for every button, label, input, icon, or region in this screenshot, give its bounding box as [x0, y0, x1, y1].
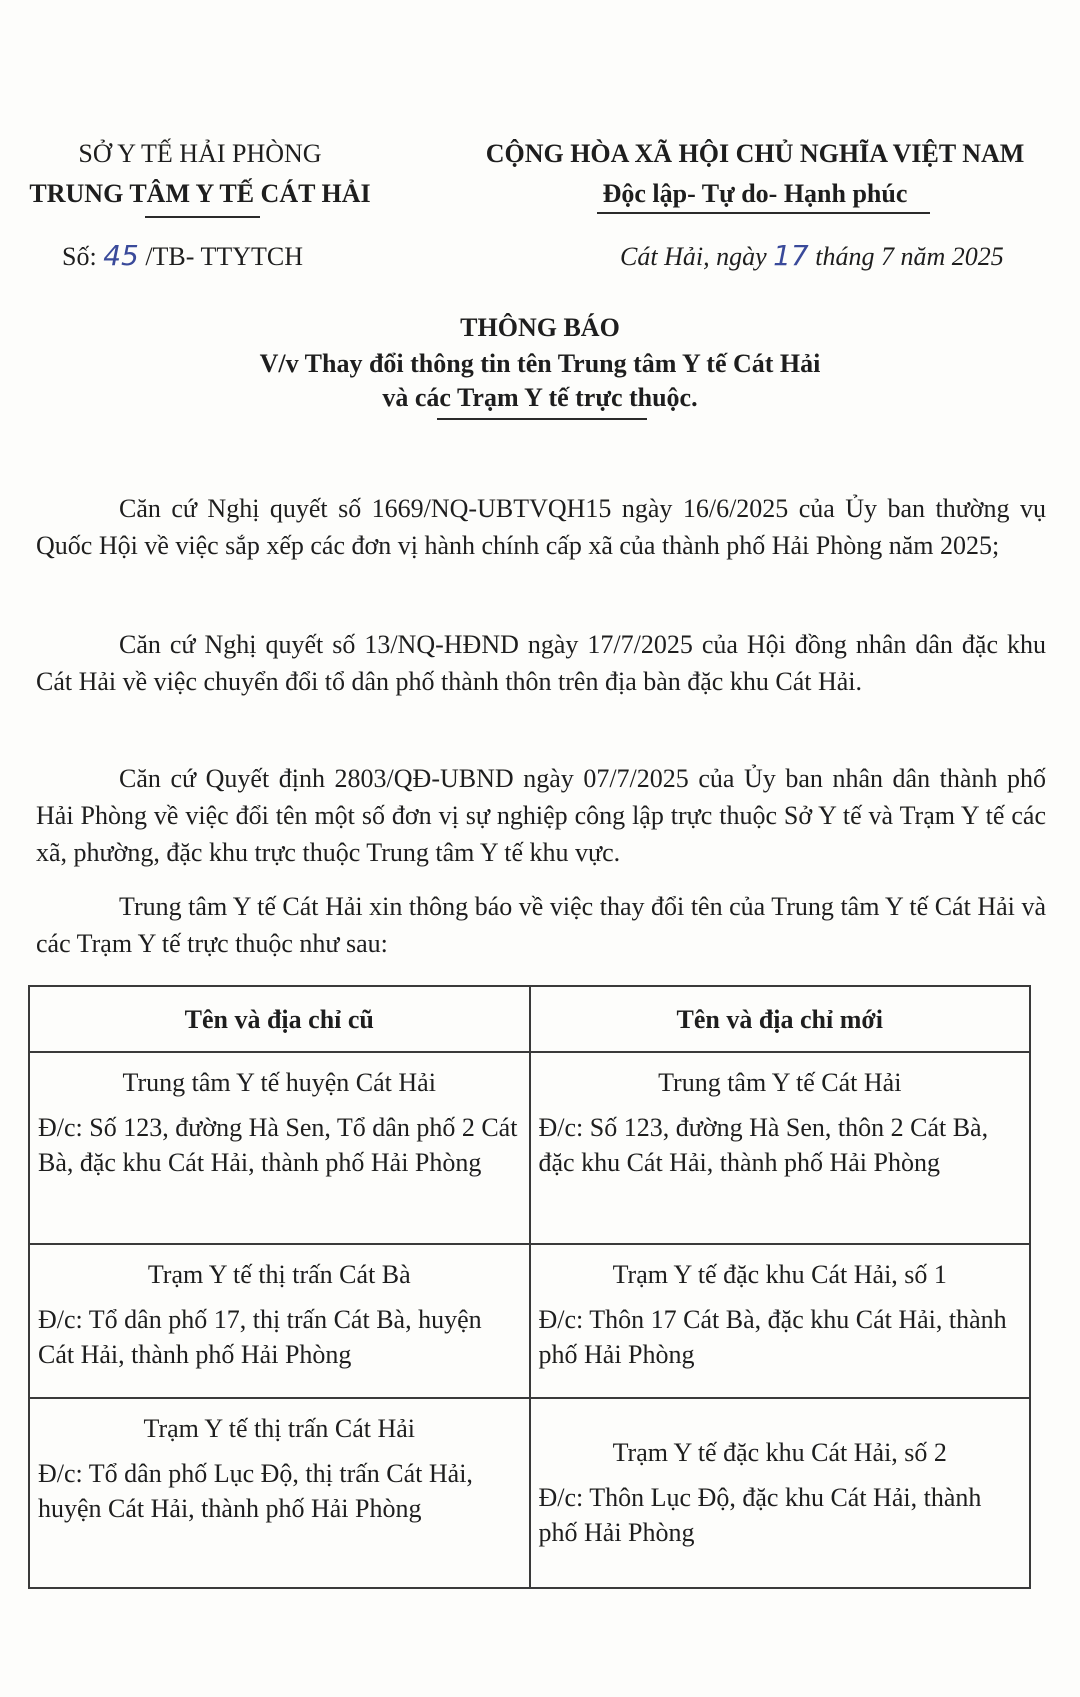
doc-number-suffix: /TB- TTYTCH [145, 242, 304, 271]
old-cell [29, 1398, 530, 1588]
date-suffix: tháng 7 năm 2025 [815, 242, 1004, 271]
old-unit-name: Trạm Y tế thị trấn Cát Hải [143, 1414, 415, 1443]
header-new: Tên và địa chỉ mới [530, 986, 1031, 1052]
old-cell [29, 1244, 530, 1398]
agency-name: TRUNG TÂM Y TẾ CÁT HẢI [29, 179, 371, 208]
new-unit-address: Đ/c: Thôn 17 Cát Bà, đặc khu Cát Hải, thành phố Hải Phòng [538, 1305, 1007, 1369]
country-name: CỘNG HÒA XÃ HỘI CHỦ NGHĨA VIỆT NAM [485, 139, 1025, 168]
doc-number-handwritten: 45 [103, 239, 139, 272]
new-unit-name: Trạm Y tế đặc khu Cát Hải, số 1 [612, 1260, 947, 1289]
old-unit-address: Đ/c: Tổ dân phố 17, thị trấn Cát Bà, huyện Cát Hải, thành phố Hải Phòng [38, 1305, 482, 1369]
doc-number-prefix: Số: [62, 242, 97, 271]
agency-underline [145, 216, 260, 218]
issue-date [620, 240, 1004, 273]
table-header-row [29, 986, 1030, 1052]
motto-underline [597, 212, 930, 214]
doc-number [62, 240, 303, 273]
header-old: Tên và địa chỉ cũ [29, 986, 530, 1052]
paragraph-4: Trung tâm Y tế Cát Hải xin thông báo về việc thay đổi tên của Trung tâm Y tế Cát Hải và các Trạm Y tế trực thuộc như sau: [36, 892, 1046, 958]
new-cell [530, 1244, 1031, 1398]
doc-subject-line2: và các Trạm Y tế trực thuộc. [382, 383, 698, 412]
old-unit-address: Đ/c: Số 123, đường Hà Sen, Tổ dân phố 2 Cát Bà, đặc khu Cát Hải, thành phố Hải Phòng [38, 1113, 518, 1177]
title-underline [437, 418, 647, 420]
date-day-handwritten: 17 [773, 239, 809, 272]
national-motto: Độc lập- Tự do- Hạnh phúc [602, 179, 908, 208]
old-unit-name: Trạm Y tế thị trấn Cát Bà [147, 1260, 411, 1289]
doc-subject-line1: V/v Thay đổi thông tin tên Trung tâm Y tế Cát Hải [259, 349, 821, 378]
table-row [29, 1398, 1030, 1588]
new-unit-address: Đ/c: Thôn Lục Độ, đặc khu Cát Hải, thành phố Hải Phòng [538, 1482, 982, 1547]
name-change-table [28, 985, 1031, 1589]
old-unit-address: Đ/c: Tổ dân phố Lục Độ, thị trấn Cát Hải, huyện Cát Hải, thành phố Hải Phòng [38, 1459, 473, 1523]
new-cell [530, 1398, 1031, 1588]
table-row [29, 1052, 1030, 1244]
date-prefix: Cát Hải, ngày [620, 242, 767, 271]
table-row [29, 1244, 1030, 1398]
agency-parent: SỞ Y TẾ HẢI PHÒNG [78, 139, 322, 168]
old-unit-name: Trung tâm Y tế huyện Cát Hải [122, 1068, 436, 1097]
paragraph-2: Căn cứ Nghị quyết số 13/NQ-HĐND ngày 17/7/2025 của Hội đồng nhân dân đặc khu Cát Hải về việc chuyển đổi tổ dân phố thành thôn trên địa bàn đặc khu Cát Hải. [36, 630, 1046, 696]
paragraph-3: Căn cứ Quyết định 2803/QĐ-UBND ngày 07/7/2025 của Ủy ban nhân dân thành phố Hải Phòng về việc đổi tên một số đơn vị sự nghiệp công lập trực thuộc Sở Y tế và Trạm Y tế các xã, phường, đặc khu trực thuộc Trung tâm Y tế khu vực. [36, 764, 1046, 867]
new-unit-name: Trung tâm Y tế Cát Hải [658, 1068, 902, 1097]
old-cell [29, 1052, 530, 1244]
new-unit-address: Đ/c: Số 123, đường Hà Sen, thôn 2 Cát Bà, đặc khu Cát Hải, thành phố Hải Phòng [538, 1113, 989, 1177]
doc-title: THÔNG BÁO [460, 313, 620, 342]
new-cell [530, 1052, 1031, 1244]
new-unit-name: Trạm Y tế đặc khu Cát Hải, số 2 [612, 1437, 947, 1467]
paragraph-1: Căn cứ Nghị quyết số 1669/NQ-UBTVQH15 ngày 16/6/2025 của Ủy ban thường vụ Quốc Hội về việc sắp xếp các đơn vị hành chính cấp xã của thành phố Hải Phòng năm 2025; [36, 494, 1046, 560]
